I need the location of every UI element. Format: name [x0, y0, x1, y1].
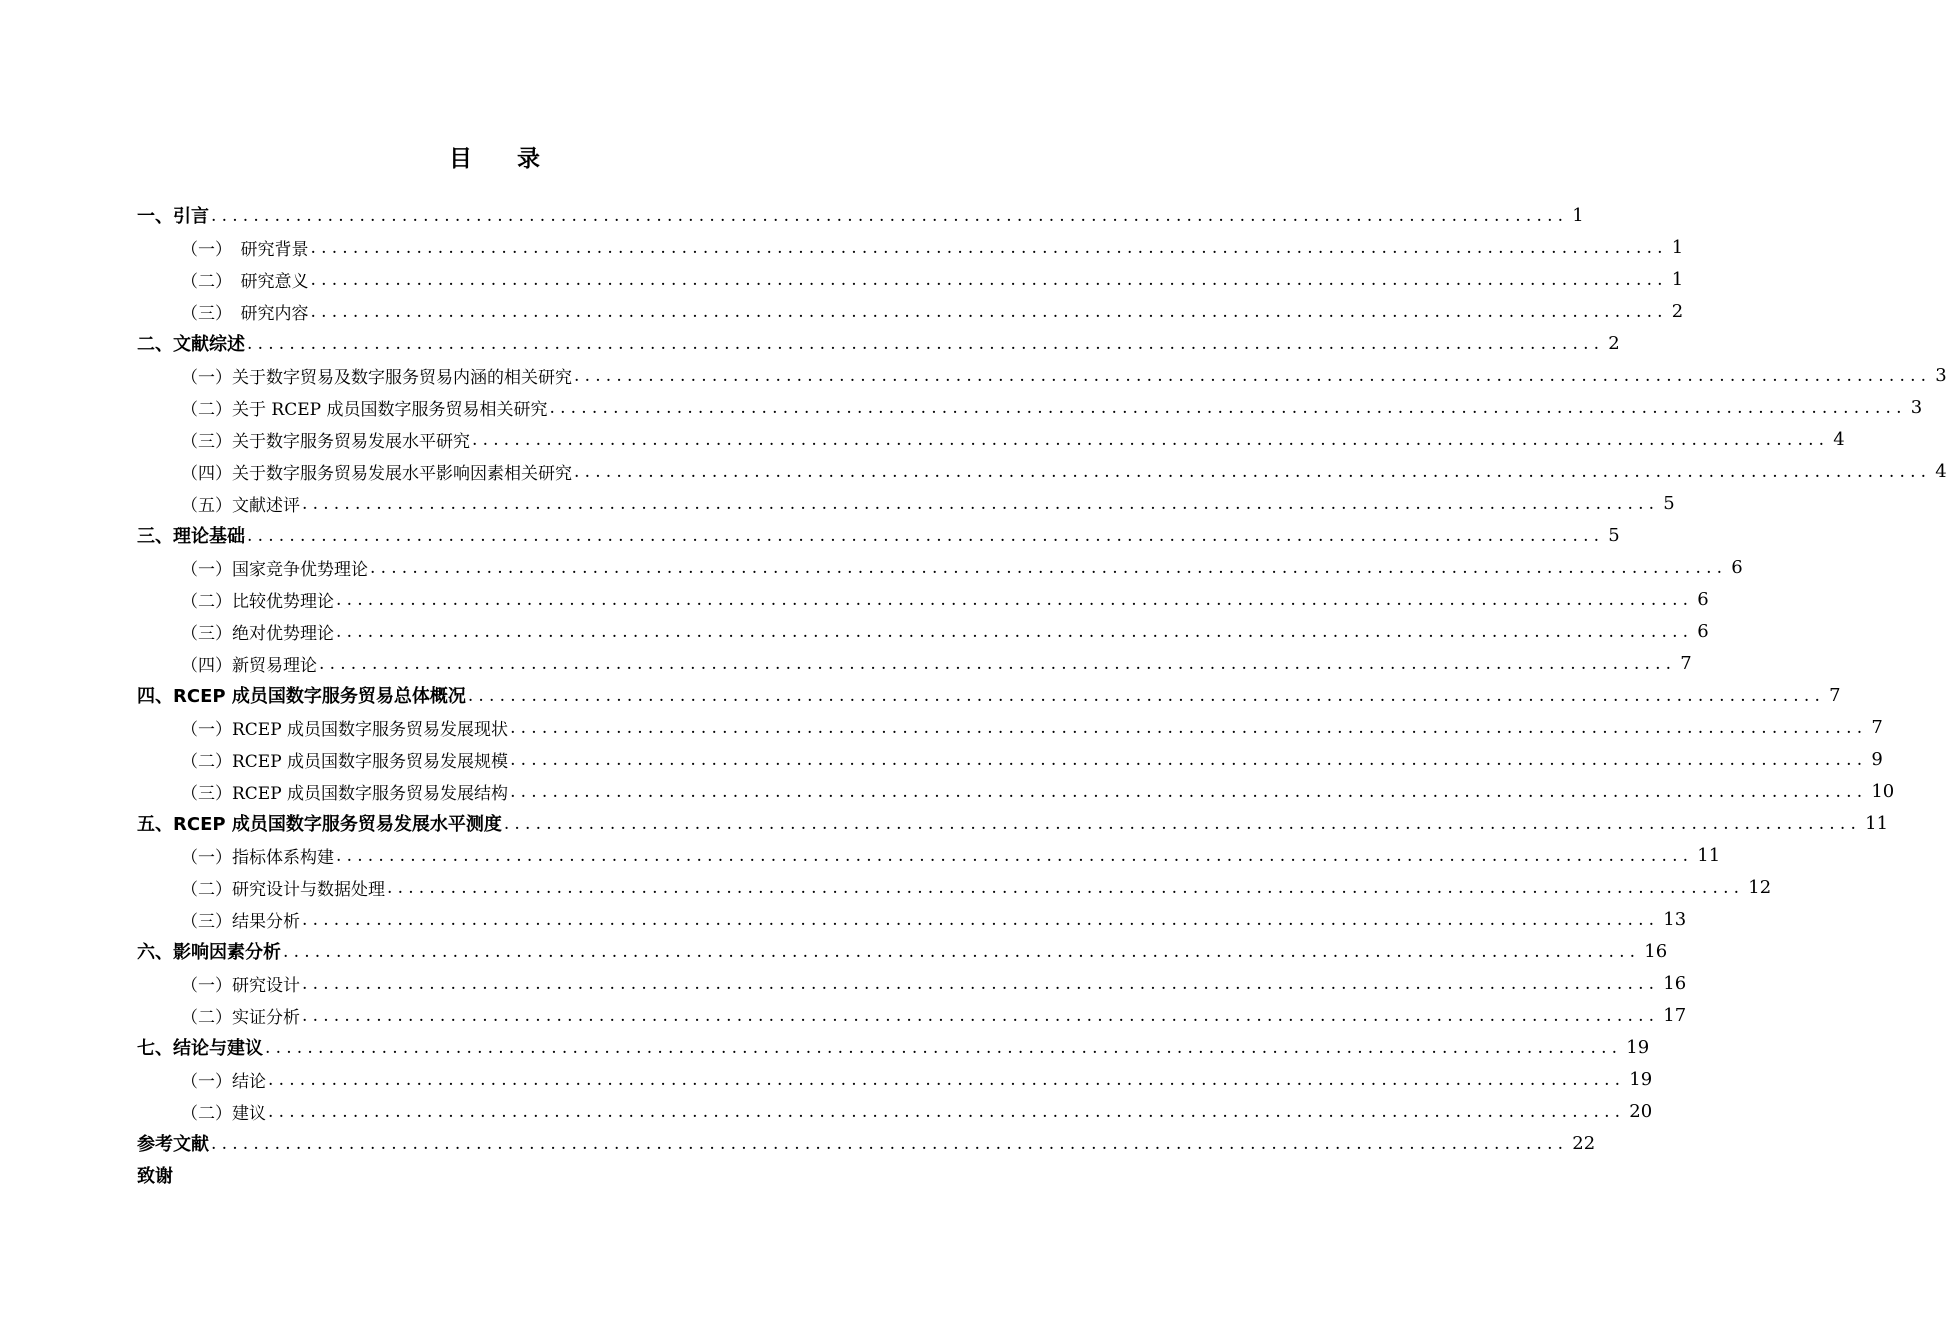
toc-section-label: （二） 研究意义 — [181, 271, 309, 292]
toc-section-row[interactable] — [137, 359, 1947, 391]
toc-chapter-label: 三、理论基础 — [137, 526, 245, 547]
toc-chapter-row[interactable] — [137, 935, 1668, 967]
toc-dot-leader: ................................................................................................................................ — [387, 877, 1745, 898]
toc-section-row[interactable] — [137, 1063, 1653, 1095]
toc-dot-leader: ................................................................................................................................ — [302, 493, 1660, 514]
toc-section-row[interactable] — [137, 551, 1743, 583]
toc-section-label: （一）RCEP 成员国数字服务贸易发展现状 — [181, 719, 509, 740]
toc-chapter-label: 参考文献 — [137, 1134, 209, 1155]
toc-dot-leader: ................................................................................................................................ — [302, 909, 1660, 930]
toc-section-label: （二）RCEP 成员国数字服务贸易发展规模 — [181, 751, 509, 772]
toc-page-number: 16 — [1644, 940, 1668, 962]
toc-chapter-label: 四、RCEP 成员国数字服务贸易总体概况 — [137, 686, 466, 707]
toc-chapter-row[interactable] — [137, 199, 1584, 231]
toc-dot-leader: ................................................................................................................................ — [302, 1005, 1660, 1026]
toc-dot-leader: ................................................................................................................................ — [211, 205, 1569, 226]
toc-page-number: 7 — [1829, 684, 1841, 706]
toc-dot-leader: ................................................................................................................................ — [510, 749, 1868, 770]
toc-section-label: （二）研究设计与数据处理 — [181, 879, 385, 900]
toc-section-label: （二）关于 RCEP 成员国数字服务贸易相关研究 — [181, 399, 548, 420]
toc-dot-leader: ................................................................................................................................ — [268, 1069, 1626, 1090]
toc-dot-leader: ................................................................................................................................ — [472, 429, 1830, 450]
toc-dot-leader: ................................................................................................................................ — [247, 333, 1605, 354]
toc-page-number: 9 — [1871, 748, 1883, 770]
toc-page-number: 10 — [1871, 780, 1895, 802]
toc-page-number: 1 — [1671, 236, 1684, 258]
toc-dot-leader: ................................................................................................................................ — [265, 1037, 1623, 1058]
toc-chapter-label: 二、文献综述 — [137, 334, 245, 355]
toc-section-row[interactable] — [137, 743, 1883, 775]
toc-dot-leader: ................................................................................................................................ — [283, 941, 1641, 962]
toc-section-row[interactable] — [137, 871, 1772, 903]
toc-section-label: （一）关于数字贸易及数字服务贸易内涵的相关研究 — [181, 367, 572, 388]
toc-section-row[interactable] — [137, 295, 1684, 327]
table-of-contents — [137, 199, 1947, 1191]
toc-section-label: （三）RCEP 成员国数字服务贸易发展结构 — [181, 783, 509, 804]
toc-chapter-label: 七、结论与建议 — [137, 1038, 263, 1059]
toc-dot-leader: ................................................................................................................................ — [370, 557, 1728, 578]
toc-page-number: 13 — [1663, 908, 1687, 930]
toc-page-number: 11 — [1865, 812, 1889, 834]
toc-section-label: （一）结论 — [181, 1071, 266, 1092]
toc-page-number: 5 — [1608, 524, 1620, 546]
toc-section-label: （一） 研究背景 — [181, 239, 309, 260]
toc-dot-leader: ................................................................................................................................ — [310, 269, 1668, 290]
toc-dot-leader: ................................................................................................................................ — [510, 781, 1868, 802]
toc-section-label: （四）关于数字服务贸易发展水平影响因素相关研究 — [181, 463, 572, 484]
toc-section-row[interactable] — [137, 711, 1883, 743]
toc-page-number: 22 — [1572, 1132, 1596, 1154]
title-char-2: 录 — [517, 145, 541, 172]
toc-section-row[interactable] — [137, 615, 1709, 647]
toc-section-label: （三）关于数字服务贸易发展水平研究 — [181, 431, 470, 452]
toc-chapter-row[interactable] — [137, 807, 1889, 839]
toc-page-number: 6 — [1731, 556, 1743, 578]
toc-section-label: （一）研究设计 — [181, 975, 300, 996]
toc-dot-leader: ................................................................................................................................ — [302, 973, 1660, 994]
toc-page-number: 17 — [1663, 1004, 1687, 1026]
toc-dot-leader: ................................................................................................................................ — [574, 365, 1932, 386]
toc-section-row[interactable] — [137, 775, 1895, 807]
toc-section-row[interactable] — [137, 999, 1687, 1031]
toc-section-row[interactable] — [137, 423, 1845, 455]
toc-page-number: 3 — [1910, 396, 1923, 418]
toc-dot-leader: ................................................................................................................................ — [211, 1133, 1569, 1154]
toc-page-number: 1 — [1671, 268, 1684, 290]
toc-chapter-label: 六、影响因素分析 — [137, 942, 281, 963]
toc-dot-leader: ................................................................................................................................ — [310, 301, 1668, 322]
toc-chapter-row[interactable] — [137, 1159, 831, 1191]
toc-chapter-row[interactable] — [137, 679, 1841, 711]
toc-dot-leader: ................................................................................................................................ — [549, 397, 1907, 418]
toc-page-number: 16 — [1663, 972, 1687, 994]
toc-page-number: 20 — [1629, 1100, 1653, 1122]
toc-dot-leader: ................................................................................................................................ — [510, 717, 1868, 738]
toc-page-number: 3 — [1935, 364, 1947, 386]
toc-chapter-row[interactable] — [137, 327, 1620, 359]
toc-section-label: （二）比较优势理论 — [181, 591, 334, 612]
toc-page-number: 12 — [1748, 876, 1772, 898]
toc-dot-leader: ................................................................................................................................ — [467, 685, 1826, 706]
toc-section-row[interactable] — [137, 391, 1923, 423]
toc-page-number: 11 — [1697, 844, 1721, 866]
toc-page-number: 5 — [1663, 492, 1675, 514]
toc-section-label: （三）绝对优势理论 — [181, 623, 334, 644]
toc-section-label: （二）建议 — [181, 1103, 266, 1124]
toc-dot-leader: ................................................................................................................................ — [336, 621, 1694, 642]
toc-chapter-row[interactable] — [137, 519, 1620, 551]
toc-section-row[interactable] — [137, 1095, 1653, 1127]
toc-page-number: 7 — [1871, 716, 1883, 738]
toc-chapter-label: 五、RCEP 成员国数字服务贸易发展水平测度 — [137, 814, 502, 835]
page-title — [0, 140, 990, 173]
toc-dot-leader: ................................................................................................................................ — [336, 845, 1694, 866]
toc-page-number: 6 — [1697, 620, 1709, 642]
toc-chapter-label: 一、引言 — [137, 206, 209, 227]
toc-chapter-row[interactable] — [137, 1031, 1650, 1063]
toc-section-row[interactable] — [137, 967, 1687, 999]
toc-section-row[interactable] — [137, 583, 1709, 615]
toc-chapter-label: 致谢 — [137, 1166, 173, 1187]
toc-page-number: 2 — [1608, 332, 1620, 354]
toc-section-row[interactable] — [137, 263, 1684, 295]
toc-dot-leader: ................................................................................................................................ — [503, 813, 1862, 834]
toc-dot-leader: ................................................................................................................................ — [574, 461, 1932, 482]
toc-section-row[interactable] — [137, 839, 1721, 871]
toc-page-number: 1 — [1572, 204, 1584, 226]
toc-section-row[interactable] — [137, 903, 1687, 935]
toc-section-row[interactable] — [137, 455, 1947, 487]
toc-dot-leader: ................................................................................................................................ — [268, 1101, 1626, 1122]
title-char-1: 目 — [449, 145, 473, 172]
toc-page-number: 7 — [1680, 652, 1692, 674]
toc-section-label: （一）国家竞争优势理论 — [181, 559, 368, 580]
toc-dot-leader: ................................................................................................................................ — [310, 237, 1668, 258]
toc-dot-leader: ................................................................................................................................ — [336, 589, 1694, 610]
toc-dot-leader: ................................................................................................................................ — [319, 653, 1677, 674]
toc-section-label: （三）结果分析 — [181, 911, 300, 932]
toc-section-row[interactable] — [137, 647, 1692, 679]
toc-section-label: （四）新贸易理论 — [181, 655, 317, 676]
toc-section-label: （五）文献述评 — [181, 495, 300, 516]
toc-page-number: 6 — [1697, 588, 1709, 610]
toc-section-row[interactable] — [137, 487, 1675, 519]
toc-dot-leader: ................................................................................................................................ — [247, 525, 1605, 546]
toc-chapter-row[interactable] — [137, 1127, 1596, 1159]
toc-section-label: （一）指标体系构建 — [181, 847, 334, 868]
toc-section-row[interactable] — [137, 231, 1684, 263]
toc-section-label: （二）实证分析 — [181, 1007, 300, 1028]
toc-page-number: 4 — [1935, 460, 1947, 482]
toc-section-label: （三） 研究内容 — [181, 303, 309, 324]
toc-page-number: 4 — [1833, 428, 1845, 450]
toc-page-number: 19 — [1626, 1036, 1650, 1058]
toc-page-number: 2 — [1671, 300, 1684, 322]
toc-page-number: 19 — [1629, 1068, 1653, 1090]
